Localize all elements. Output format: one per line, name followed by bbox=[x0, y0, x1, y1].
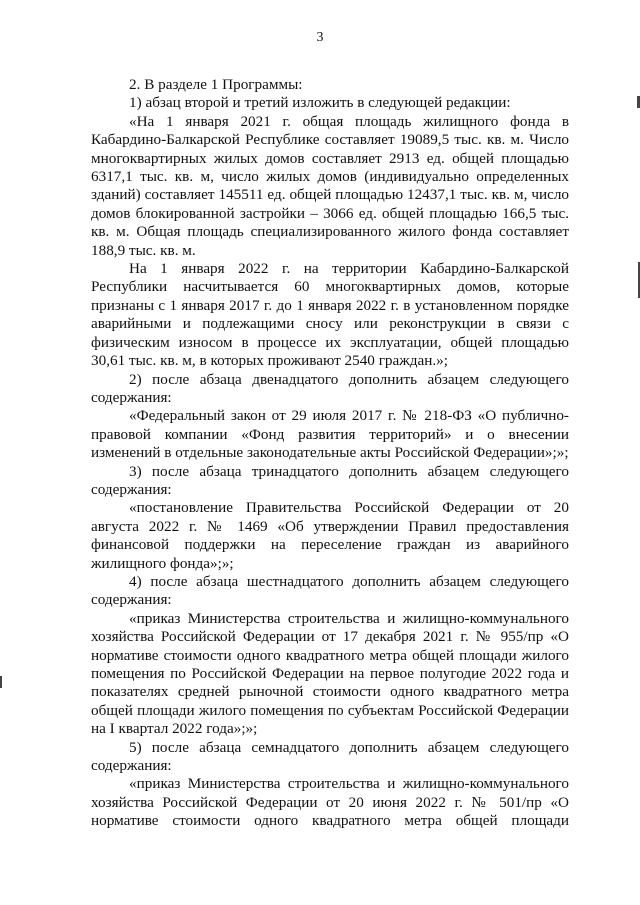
paragraph-item-2: 2) после абзаца двенадцатого дополнить абзацем следующего содержания: bbox=[91, 370, 569, 406]
paragraph-section-heading: 2. В разделе 1 Программы: bbox=[129, 76, 303, 93]
paragraph-housing-2022: На 1 января 2022 г. на территории Кабардино-Балкарской Республики насчитывается 60 многоквартирных домов, которые признаны с 1 января 2017 г. до 1 января 2022 г. в установленном порядке аварийными и подлежащими сносу или реконструкции в связи с физическим износом в процессе их эксплуатации, общей площадью 30,61 тыс. кв. м, в которых проживают 2540 граждан.»; bbox=[91, 260, 569, 370]
paragraph-item-3: 3) после абзаца тринадцатого дополнить абзацем следующего содержания: bbox=[91, 462, 569, 498]
document-body bbox=[91, 76, 569, 831]
paragraph-item-1: 1) абзац второй и третий изложить в следующей редакции: bbox=[129, 94, 511, 112]
paragraph-item-4: 4) после абзаца шестнадцатого дополнить абзацем следующего содержания: bbox=[91, 572, 569, 609]
scan-edge-mark-left bbox=[0, 676, 2, 688]
paragraph-federal-law: «Федеральный закон от 29 июля 2017 г. № 218-ФЗ «О публично-правовой компании «Фонд развития территорий» и о внесении изменений в отдельные законодательные акты Российской Федерации»;»; bbox=[91, 407, 569, 462]
paragraph-ministry-order-501: «приказ Министерства строительства и жилищно-коммунального хозяйства Российской Федерации от 20 июня 2022 г. № 501/пр «О нормативе стоимости одного квадратного метра общей площади bbox=[91, 775, 569, 830]
paragraph-quote-housing-2021: «На 1 января 2021 г. общая площадь жилищного фонда в Кабардино-Балкарской Республике составляет 19089,5 тыс. кв. м. Число многоквартирных жилых домов составляет 2913 ед. общей площадью 6317,1 тыс. кв. м, число жилых домов (индивидуально определенных зданий) составляет 145511 ед. общей площадью 12437,1 тыс. кв. м, число домов блокированной застройки – 3066 ед. общей площадью 166,5 тыс. кв. м. Общая площадь специализированного жилого фонда составляет 188,9 тыс. кв. м. bbox=[91, 112, 569, 259]
paragraph-item-5: 5) после абзаца семнадцатого дополнить абзацем следующего содержания: bbox=[91, 738, 569, 775]
paragraph-government-decree: «постановление Правительства Российской Федерации от 20 августа 2022 г. № 1469 «Об утверждении Правил предоставления финансовой поддержки на переселение граждан из аварийного жилищного фонда»;»; bbox=[91, 499, 569, 572]
page-number: 3 bbox=[316, 30, 324, 45]
paragraph-ministry-order-955: «приказ Министерства строительства и жилищно-коммунального хозяйства Российской Федерации от 17 декабря 2021 г. № 955/пр «О нормативе стоимости одного квадратного метра общей площади жилого помещения по Российской Федерации на первое полугодие 2022 года и показателях средней рыночной стоимости одного квадратного метра общей площади жилого помещения по субъектам Российской Федерации на I квартал 2022 года»;»; bbox=[91, 609, 569, 738]
